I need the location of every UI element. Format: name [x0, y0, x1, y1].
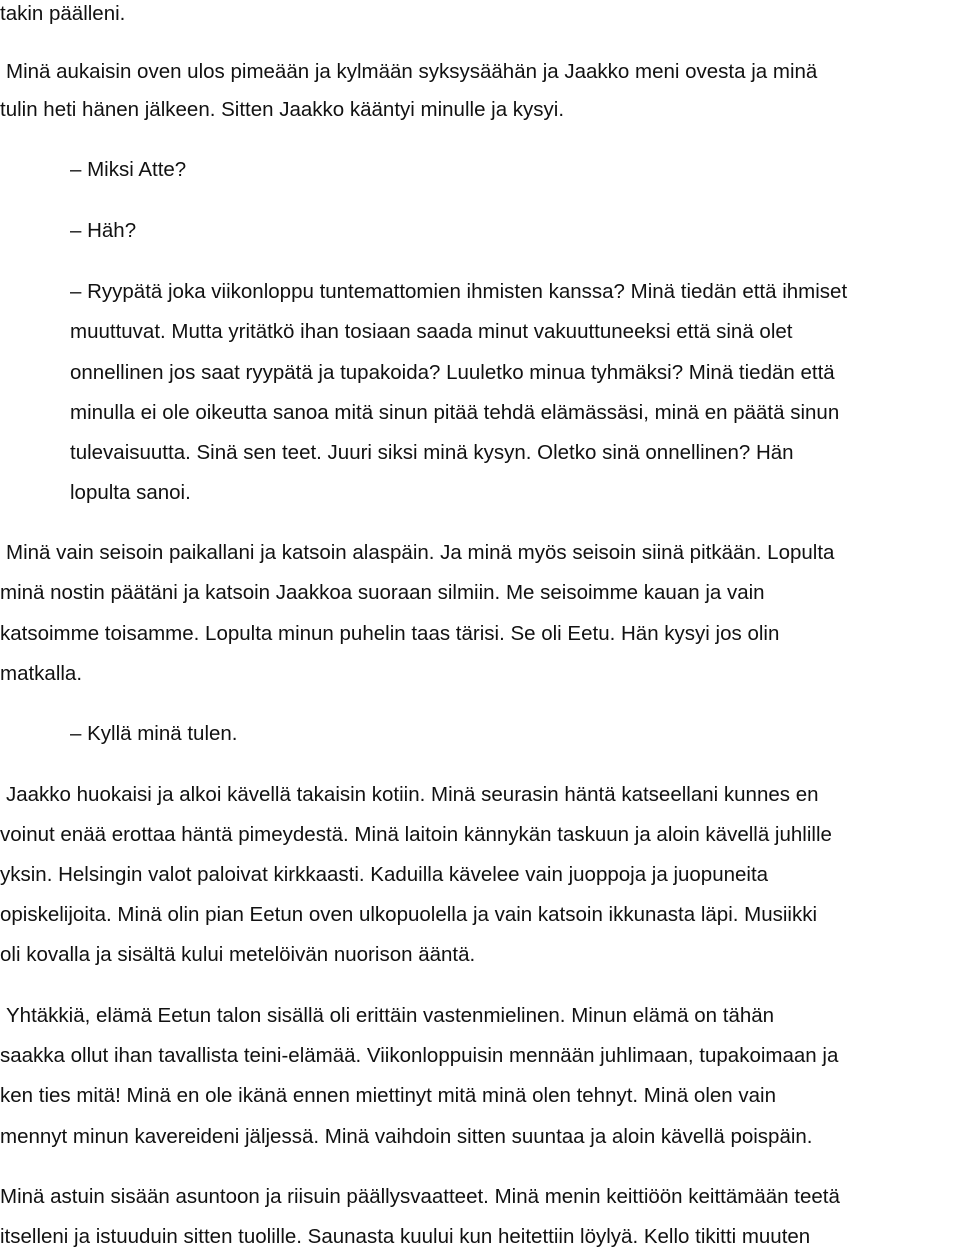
text-line: Yhtäkkiä, elämä Eetun talon sisällä oli erittäin vastenmielinen. Minun elämä on tähän [6, 1004, 775, 1027]
dialogue-line: – Kyllä minä tulen. [70, 722, 238, 745]
text-line: matkalla. [0, 662, 83, 685]
text-line: Jaakko huokaisi ja alkoi kävellä takaisin kotiin. Minä seurasin häntä katseellani kunnes en [6, 783, 819, 806]
text-line: saakka ollut ihan tavallista teini-elämää. Viikonloppuisin mennään juhlimaan, tupakoimaan ja [0, 1044, 839, 1067]
dialogue-line: – Häh? [70, 219, 137, 242]
text-line: katsoimme toisamme. Lopulta minun puhelin taas tärisi. Se oli Eetu. Hän kysyi jos olin [0, 622, 780, 645]
dialogue-line: tulevaisuutta. Sinä sen teet. Juuri siksi minä kysyn. Oletko sinä onnellinen? Hän [70, 441, 794, 464]
dialogue-line: onnellinen jos saat ryypätä ja tupakoida? Luuletko minua tyhmäksi? Minä tiedän että [70, 361, 835, 384]
text-line: opiskelijoita. Minä olin pian Eetun oven ulkopuolella ja vain katsoin ikkunasta läpi. Musiikki [0, 903, 818, 926]
text-line: mennyt minun kavereideni jäljessä. Minä vaihdoin sitten suuntaa ja aloin kävellä poispäin. [0, 1125, 813, 1148]
text-line: Minä vain seisoin paikallani ja katsoin alaspäin. Ja minä myös seisoin siinä pitkään. Lopulta [6, 541, 835, 564]
text-line: voinut enää erottaa häntä pimeydestä. Minä laitoin kännykän taskuun ja aloin kävellä juhlille [0, 823, 832, 846]
text-line: ken ties mitä! Minä en ole ikänä ennen miettinyt mitä minä olen tehnyt. Minä olen vain [0, 1084, 776, 1107]
text-line: Minä astuin sisään asuntoon ja riisuin päällysvaatteet. Minä menin keittiöön keittämään teetä [0, 1185, 840, 1208]
dialogue-line: muuttuvat. Mutta yritätkö ihan tosiaan saada minut vakuuttuneeksi että sinä olet [70, 320, 793, 343]
dialogue-line: lopulta sanoi. [70, 481, 191, 504]
text-line: Minä aukaisin oven ulos pimeään ja kylmään syksysäähän ja Jaakko meni ovesta ja minä [6, 60, 818, 83]
text-line: oli kovalla ja sisältä kului metelöivän nuorison ääntä. [0, 943, 476, 966]
dialogue-line: minulla ei ole oikeutta sanoa mitä sinun pitää tehdä elämässäsi, minä en päätä sinun [70, 401, 840, 424]
text-line: itselleni ja istuuduin sitten tuolille. Saunasta kuului kun heitettiin löylyä. Kello tikitti muuten [0, 1225, 811, 1248]
text-line: takin päälleni. [0, 2, 126, 25]
dialogue-line: – Miksi Atte? [70, 158, 187, 181]
text-line: tulin heti hänen jälkeen. Sitten Jaakko kääntyi minulle ja kysyi. [0, 98, 565, 121]
dialogue-line: – Ryypätä joka viikonloppu tuntemattomien ihmisten kanssa? Minä tiedän että ihmiset [70, 280, 848, 303]
text-line: yksin. Helsingin valot paloivat kirkkaasti. Kaduilla kävelee vain juoppoja ja juopuneita [0, 863, 769, 886]
text-line: minä nostin päätäni ja katsoin Jaakkoa suoraan silmiin. Me seisoimme kauan ja vain [0, 581, 765, 604]
